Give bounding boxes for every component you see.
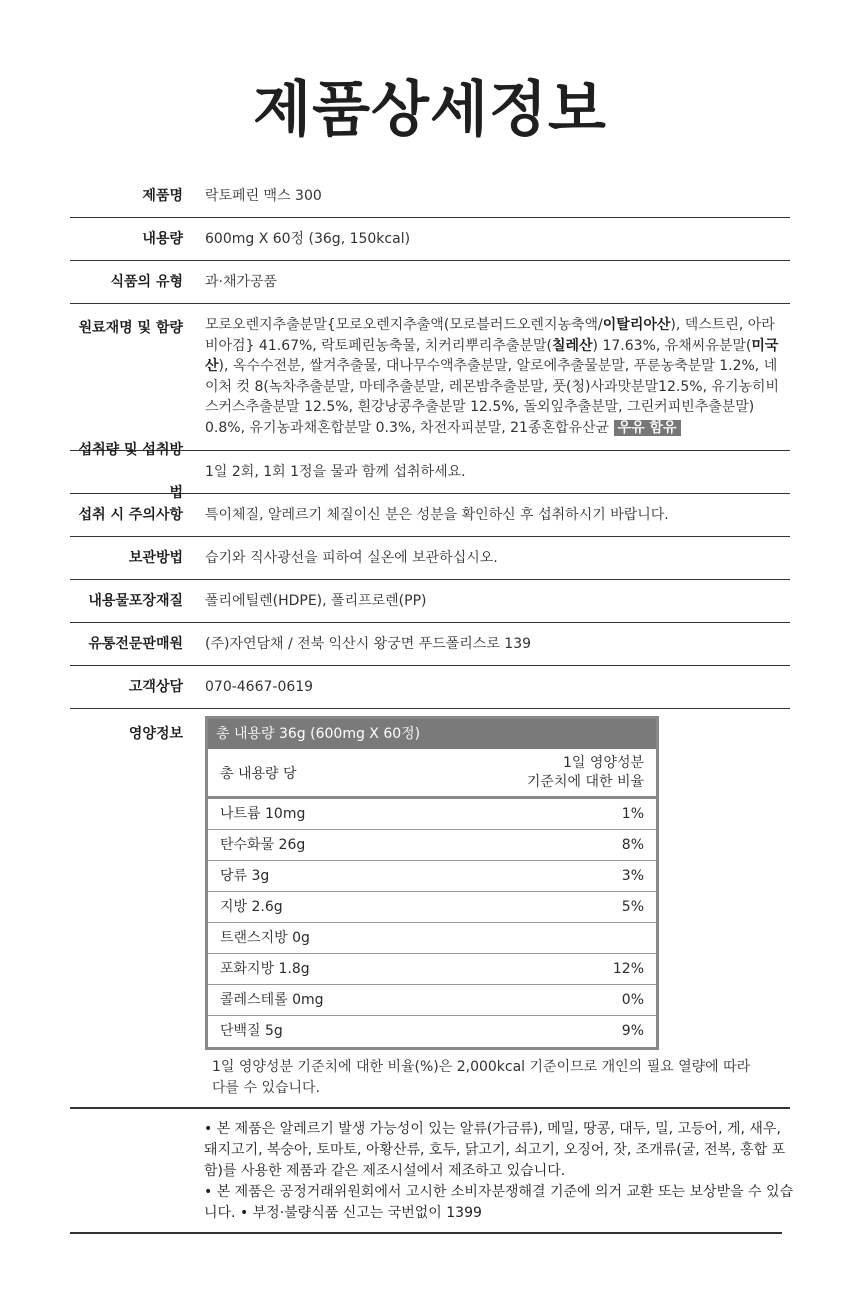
customer-value: 070-4667-0619 (205, 678, 314, 695)
nutrient-pct: 1% (621, 806, 644, 822)
nutrient-pct: 5% (621, 899, 644, 915)
food-type-label: 식품의 유형 (110, 273, 183, 290)
intake-value: 1일 2회, 1회 1정을 물과 함께 섭취하세요. (205, 463, 466, 480)
nutrient-name: 포화지방 1.8g (220, 961, 310, 977)
product-name-value: 락토페린 맥스 300 (205, 187, 322, 204)
origin-chile: 칠레산 (551, 337, 593, 354)
origin-italy: 이탈리아산 (602, 317, 671, 333)
nutrition-sub-right-2: 기준치에 대한 비율 (526, 773, 644, 790)
allergen-badge: 우유 함유 (614, 420, 681, 436)
notice-line-2: • 본 제품은 공정거래위원회에서 고시한 소비자분쟁해결 기준에 의거 교환 또는 보상받을 수 있습니다. • 부정·불량식품 신고는 국번없이 1399 (204, 1184, 794, 1221)
nutrient-name: 당류 3g (220, 868, 270, 884)
nutrient-name: 지방 2.6g (220, 899, 283, 915)
nutrition-item (208, 954, 656, 985)
ingredients-label: 원료재명 및 함량 (78, 320, 183, 336)
row-product-name (70, 175, 790, 218)
ingredients-text-1: 모로오렌지추출분말{모로오렌지추출액(모로블러드오렌지농축액/ (205, 317, 603, 333)
packaging-value: 폴리에틸렌(HDPE), 폴리프로렌(PP) (205, 592, 427, 609)
distributor-label: 유통전문판매원 (88, 635, 183, 652)
notice-line-1: • 본 제품은 알레르기 발생 가능성이 있는 알류(가금류), 메밀, 땅콩, 대두, 밀, 고등어, 게, 새우, 돼지고기, 복숭아, 토마토, 아황산류, 호두, 닭고기, 쇠고기, 오징어, 잣, 조개류(굴, 전복, 홍합 포함)를 사용한 제품과 같은 제조시설에서 제조하고 있습니다. (204, 1121, 786, 1179)
nutrition-item (208, 830, 656, 861)
row-intake (70, 442, 790, 501)
ingredients-value (205, 315, 790, 450)
row-storage (70, 537, 790, 580)
row-distributor (70, 623, 790, 666)
nutrition-item (208, 861, 656, 892)
food-type-value: 과·채가공품 (205, 273, 278, 290)
intake-label: 섭취량 및 섭취방법 (78, 442, 183, 501)
nutrition-item (208, 799, 656, 830)
nutrient-pct: 9% (621, 1023, 644, 1039)
nutrition-item (208, 985, 656, 1016)
origin-usa: 미국산 (205, 337, 779, 374)
nutrient-pct: 0% (621, 992, 644, 1008)
nutrient-pct: 12% (612, 961, 644, 977)
product-name-label: 제품명 (142, 187, 183, 204)
product-info-table (70, 175, 790, 1109)
nutrient-name: 단백질 5g (220, 1023, 283, 1039)
allergy-notice (204, 1119, 794, 1224)
row-content (70, 218, 790, 261)
nutrient-pct: 8% (621, 837, 644, 853)
nutrition-item (208, 923, 656, 954)
nutrient-pct: 3% (621, 868, 644, 884)
nutrition-table (205, 716, 659, 1050)
row-nutrition (70, 709, 790, 1109)
nutrition-item (208, 892, 656, 923)
nutrition-subheader (208, 749, 656, 799)
nutrient-name: 트랜스지방 0g (220, 930, 310, 946)
storage-value: 습기와 직사광선을 피하여 실온에 보관하십시오. (205, 549, 498, 566)
content-value: 600mg X 60정 (36g, 150kcal) (205, 230, 411, 247)
nutrition-sub-right-1: 1일 영양성분 (563, 754, 644, 771)
caution-value: 특이체질, 알레르기 체질이신 분은 성분을 확인하신 후 섭취하시기 바랍니다. (205, 506, 669, 523)
nutrition-sub-right (527, 754, 644, 792)
nutrition-label: 영양정보 (128, 726, 183, 742)
nutrient-name: 탄수화물 26g (220, 837, 306, 853)
storage-label: 보관방법 (128, 549, 183, 566)
packaging-label: 내용물포장재질 (88, 592, 183, 609)
nutrition-section (205, 709, 765, 1107)
nutrition-sub-left: 총 내용량 당 (220, 765, 297, 782)
ingredients-text-4: ), 옥수수전분, 쌀겨추출물, 대나무수액추출분말, 알로에추출물분말, 푸룬농축분말 1.2%, 네이처 컷 8(녹차추출분말, 마테추출분말, 레몬밤추출분말, 풋(청)사과맛분말12.5%, 유기농히비스커스추출분말 12.5%, 흰강낭콩추출분말 12.5%, 돌외잎추출분말, 그린커피빈추출분말) 0.8%, 유기농과채혼합분말 0.3%, 차전자피분말, 21종혼합유산균 (205, 358, 780, 436)
row-customer (70, 666, 790, 709)
bottom-divider (70, 1232, 782, 1234)
row-food-type (70, 261, 790, 304)
ingredients-text-3: ) 17.63%, 유채씨유분말( (592, 337, 752, 354)
row-caution (70, 494, 790, 537)
caution-label: 섭취 시 주의사항 (78, 506, 183, 523)
row-packaging (70, 580, 790, 623)
distributor-value: (주)자연담채 / 전북 익산시 왕궁면 푸드폴리스로 139 (205, 635, 532, 652)
nutrient-name: 콜레스테롤 0mg (220, 992, 324, 1008)
nutrition-item (208, 1016, 656, 1047)
customer-label: 고객상담 (128, 678, 183, 695)
nutrition-note: 1일 영양성분 기준치에 대한 비율(%)은 2,000kcal 기준이므로 개인의 필요 열량에 따라 다를 수 있습니다. (212, 1059, 751, 1096)
content-label: 내용량 (142, 230, 183, 247)
ingredients-text-2: ), 덱스트린, 아라비아검} 41.67%, 락토페린농축물, 치커리뿌리추출분말( (205, 317, 775, 354)
page-title: 제품상세정보 (253, 75, 607, 145)
nutrition-header: 총 내용량 36g (600mg X 60정) (208, 719, 656, 749)
nutrient-name: 나트륨 10mg (220, 806, 306, 822)
